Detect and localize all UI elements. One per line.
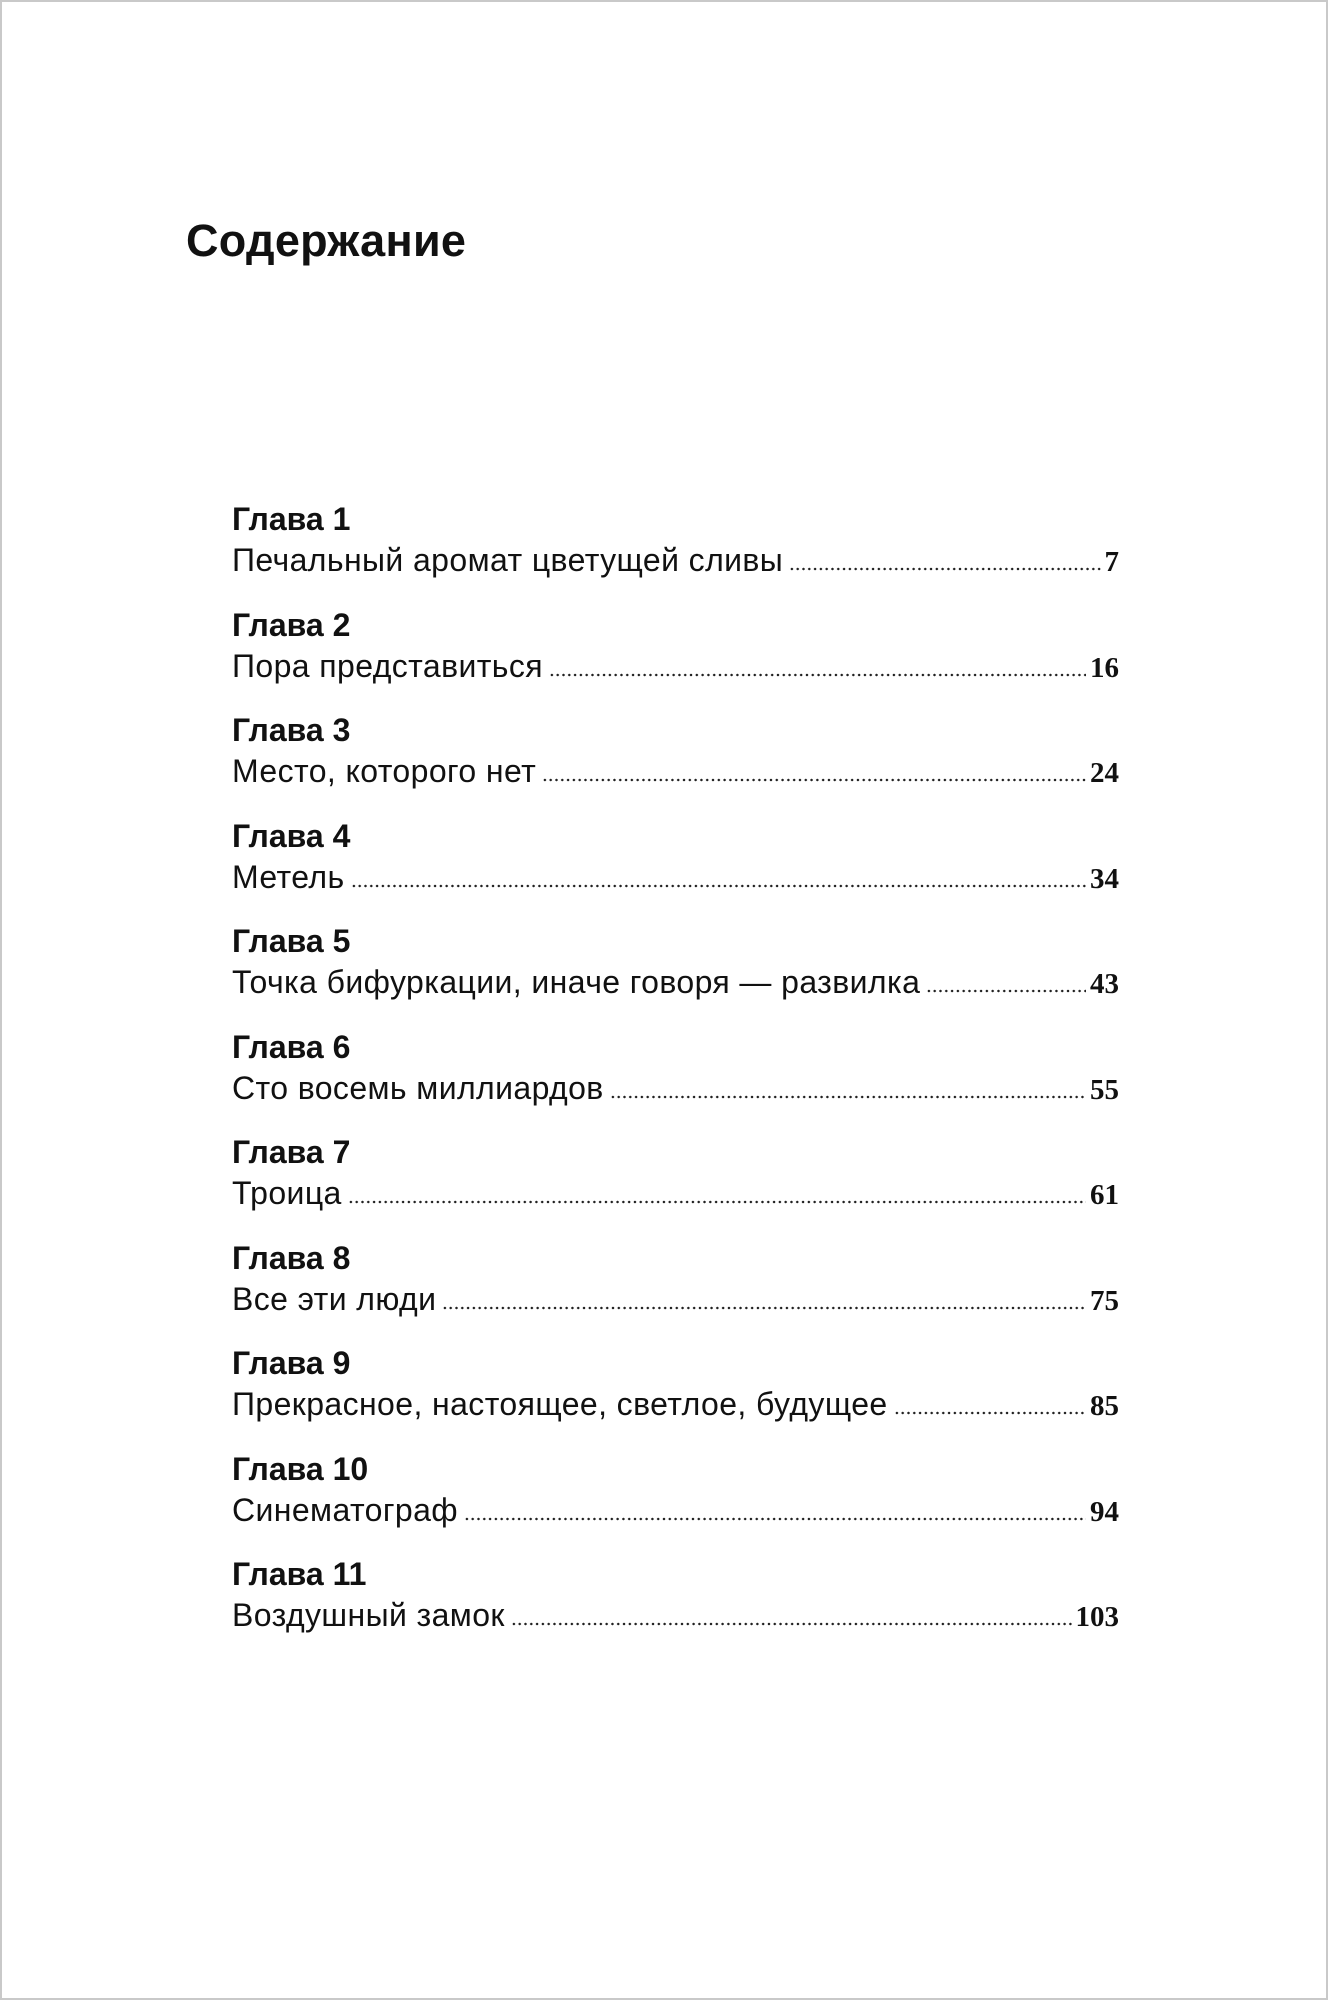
toc-entry	[232, 1068, 1119, 1109]
chapter-title: Троица	[232, 1175, 342, 1211]
chapter-label: Глава 3	[232, 712, 351, 748]
table-of-contents	[232, 499, 1119, 1660]
chapter-title: Печальный аромат цветущей сливы	[232, 542, 784, 578]
dot-leader	[348, 1194, 1086, 1204]
chapter-title: Воздушный замок	[232, 1597, 505, 1633]
page-number: 94	[1090, 1495, 1119, 1528]
toc-chapter	[232, 1449, 1119, 1555]
chapter-title: Все эти люди	[232, 1280, 437, 1317]
dot-leader	[542, 772, 1086, 782]
toc-chapter	[232, 605, 1119, 711]
chapter-label: Глава 8	[232, 1239, 351, 1276]
page-number: 75	[1090, 1284, 1119, 1317]
toc-chapter	[232, 710, 1119, 816]
chapter-label: Глава 9	[232, 1345, 351, 1381]
chapter-label: Глава 5	[232, 923, 351, 959]
chapter-title: Место, которого нет	[232, 753, 537, 789]
page-number: 24	[1090, 757, 1119, 789]
page-title: Содержание	[186, 215, 467, 266]
toc-chapter	[232, 1027, 1119, 1133]
toc-entry	[232, 1279, 1119, 1320]
dot-leader	[464, 1511, 1086, 1521]
dot-leader	[549, 667, 1086, 677]
chapter-title: Сто восемь миллиардов	[232, 1069, 604, 1106]
page-number: 34	[1090, 862, 1119, 895]
dot-leader	[926, 983, 1086, 993]
page-number: 61	[1090, 1179, 1119, 1211]
chapter-label: Глава 1	[232, 501, 351, 537]
chapter-label: Глава 7	[232, 1134, 351, 1170]
toc-chapter	[232, 1343, 1119, 1449]
toc-entry	[232, 1595, 1119, 1636]
chapter-label: Глава 10	[232, 1450, 369, 1487]
dot-leader	[894, 1405, 1086, 1415]
chapter-label: Глава 6	[232, 1028, 351, 1065]
chapter-label: Глава 11	[232, 1556, 367, 1592]
page-number: 85	[1090, 1390, 1119, 1422]
toc-entry	[232, 962, 1119, 1003]
toc-chapter	[232, 1554, 1119, 1660]
chapter-title: Точка бифуркации, иначе говоря — развилка	[232, 964, 921, 1000]
toc-chapter	[232, 1238, 1119, 1344]
page-number: 103	[1075, 1601, 1119, 1633]
toc-chapter	[232, 1132, 1119, 1238]
page-number: 7	[1104, 546, 1119, 578]
page-number: 55	[1090, 1073, 1119, 1106]
toc-entry	[232, 1173, 1119, 1214]
dot-leader	[789, 561, 1100, 571]
toc-entry	[232, 857, 1119, 898]
chapter-label: Глава 2	[232, 606, 351, 643]
chapter-label: Глава 4	[232, 817, 351, 854]
toc-chapter	[232, 921, 1119, 1027]
chapter-title: Синематограф	[232, 1491, 459, 1528]
page-number: 43	[1090, 968, 1119, 1000]
toc-entry	[232, 540, 1119, 581]
page-number: 16	[1090, 651, 1119, 684]
chapter-title: Прекрасное, настоящее, светлое, будущее	[232, 1386, 888, 1422]
toc-chapter	[232, 816, 1119, 922]
toc-entry	[232, 1490, 1119, 1531]
chapter-title: Метель	[232, 858, 345, 895]
dot-leader	[351, 878, 1086, 888]
toc-entry	[232, 1384, 1119, 1425]
dot-leader	[610, 1089, 1086, 1099]
dot-leader	[511, 1616, 1072, 1626]
dot-leader	[442, 1300, 1086, 1310]
toc-entry	[232, 751, 1119, 792]
toc-entry	[232, 646, 1119, 687]
toc-chapter	[232, 499, 1119, 605]
chapter-title: Пора представиться	[232, 647, 543, 684]
